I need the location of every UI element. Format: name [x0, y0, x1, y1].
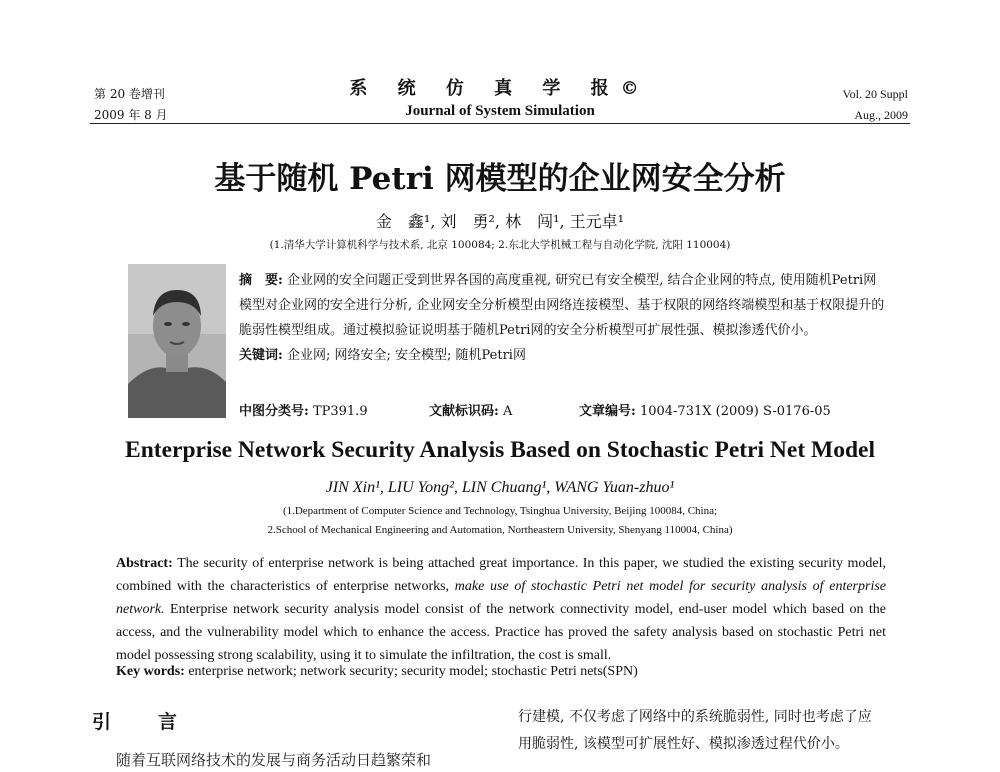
journal-name-cn: 系 统 仿 真 学 报© — [349, 78, 651, 99]
header-right — [843, 84, 908, 126]
journal-name-en: Journal of System Simulation — [405, 103, 595, 119]
keywords-en-text: enterprise network; network security; security model; stochastic Petri nets(SPN) — [188, 664, 638, 679]
section-heading-introduction: 引 言 — [92, 711, 192, 733]
abstract-cn-text: 企业网的安全问题正受到世界各国的高度重视, 研究已有安全模型, 结合企业网的特点, 使用随机Petri网模型对企业网的安全进行分析, 企业网安全分析模型由网络连接模型、基于权限的网络终端模型和基于权限提升的脆弱性模型组成。通过模拟验证说明基于随机Petri网的安全分析模型可扩展性强、模拟渗透代价小。 — [239, 273, 885, 338]
abstract-en-label: Abstract: — [116, 556, 173, 571]
keywords-cn-text: 企业网; 网络安全; 安全模型; 随机Petri网 — [286, 348, 526, 363]
abstract-en-text-2: Enterprise network security analysis model consist of the network connectivity model, end-user model which based on the access, and the vulnerability model which to enhance the access. Practice has proved the safety analysis based on stochastic Petri net model possessing strong scalability, using it to simulate the infiltration, the cost is small. — [116, 602, 887, 663]
header-rule — [90, 123, 910, 124]
body-right-column — [518, 704, 913, 758]
abstract-en-text-1: The security of enterprise network is being attached great importance. In this paper, we studied the existing security model, combined with the characteristics of enterprise networks, — [116, 556, 887, 594]
date-en: Aug., 2009 — [854, 108, 908, 122]
affiliation-en-1: (1.Department of Computer Science and Technology, Tsinghua University, Beijing 100084, China; — [282, 505, 718, 517]
abstract-cn-label: 摘 要: — [239, 273, 283, 288]
clc-value: TP391.9 — [312, 404, 368, 419]
date-cn: 2009 年 8 月 — [94, 108, 168, 122]
abstract-en — [116, 552, 886, 667]
article-no-label: 文章编号: — [579, 404, 636, 419]
paper-title-cn: 基于随机 Petri 网模型的企业网安全分析 — [214, 161, 786, 197]
body-right-line-1: 行建模, 不仅考虑了网络中的系统脆弱性, 同时也考虑了应 — [518, 709, 872, 725]
abstract-cn — [239, 268, 889, 368]
affiliations-cn: (1.清华大学计算机科学与技术系, 北京 100084; 2.东北大学机械工程与自动化学院, 沈阳 110004) — [269, 239, 731, 251]
classification-line — [239, 400, 889, 419]
keywords-en-label: Key words: — [116, 664, 185, 679]
author-portrait-image — [128, 264, 226, 418]
author-photo — [128, 264, 226, 418]
affiliation-en-2: 2.School of Mechanical Engineering and Automation, Northeastern University, Shenyang 110004, China) — [267, 524, 733, 536]
volume-cn: 第 20 卷增刊 — [94, 87, 165, 101]
volume-en: Vol. 20 Suppl — [842, 87, 908, 101]
body-right-line-2: 用脆弱性, 该模型可扩展性好、模拟渗透过程代价小。 — [518, 736, 849, 752]
abstract-en-text-italic: make use of stochastic Petri net model for security analysis of enterprise network. — [116, 579, 887, 617]
keywords-cn-label: 关键词: — [239, 348, 283, 363]
authors-en: JIN Xin¹, LIU Yong², LIN Chuang¹, WANG Yuan-zhuo¹ — [325, 479, 675, 496]
doc-code-label: 文献标识码: — [429, 404, 499, 419]
clc-label: 中图分类号: — [239, 404, 309, 419]
paper-title-en: Enterprise Network Security Analysis Based on Stochastic Petri Net Model — [125, 437, 875, 463]
body-left-column: 随着互联网络技术的发展与商务活动日趋繁荣和 — [116, 751, 432, 769]
doc-code-value: A — [502, 404, 513, 419]
authors-cn: 金 鑫¹, 刘 勇², 林 闯¹, 王元卓¹ — [375, 212, 625, 231]
article-no-value: 1004-731X (2009) S-0176-05 — [639, 404, 831, 419]
affiliations-en — [0, 502, 1000, 540]
keywords-en — [116, 664, 886, 680]
